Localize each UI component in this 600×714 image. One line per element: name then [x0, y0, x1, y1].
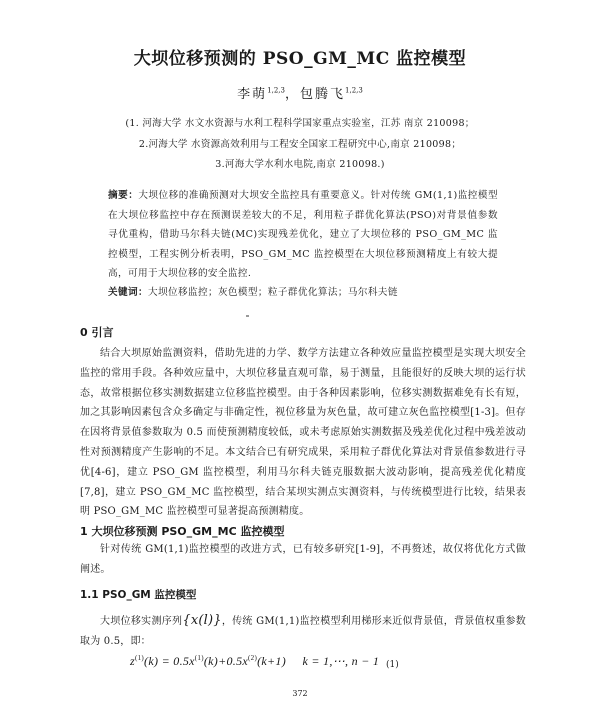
eq-range: k = 1,⋯, n − 1 — [302, 654, 380, 668]
eq-mid-arg: (k)+0.5x — [203, 654, 249, 668]
eq-lhs-sup: (1) — [134, 654, 145, 662]
author-separator: ， — [284, 87, 300, 102]
introduction-paragraph: 结合大坝原始监测资料，借助先进的力学、数学方法建立各种效应量监控模型是实现大坝安全监控的常用手段。各种效应量中，大坝位移量直观可靠，易于测量，且能很好的反映大坝的运行状态，故常根据位移实测数据建立位移监控模型。由于各种因素影响，位移实测数据难免有长有短，加之其影响因素包含众多确定与非确定性，视位移量为灰色量，故可建立灰色监控模型[1-3]。但存在因将背景值参数取为 0.5 而使预测精度较低，或未考虑原始实测数据及残差优化过程中残差波动性对预测精度产生影响的不足。本文结合已有研究成果，采用粒子群优化算法对背景值参数进行寻优[4-6]，建立 PSO_GM 监控模型，利用马尔科夫链克服数据大波动影响，提高残差优化精度[7,8]，建立 PSO_GM_MC 监控模型，结合某坝实测点实测资料，与传统模型进行比较，结果表明 PSO_GM_MC 监控模型可显著提高预测精度。 — [80, 348, 526, 518]
author-1: 李萌 — [237, 87, 268, 102]
section-heading-model: 1 大坝位移预测 PSO_GM_MC 监控模型 — [80, 525, 285, 538]
abstract-text: 大坝位移的准确预测对大坝安全监控具有重要意义。针对传统 GM(1,1)监控模型在大坝位移监控中存在预测误差较大的不足，利用粒子群优化算法(PSO)对背景值参数寻优重构，借助马尔科夫链(MC)实现残差优化，建立了大坝位移的 PSO_GM_MC 监控模型，工程实例分析表明，PSO_GM_MC 监控模型在大坝位移预测精度上有较大提高，可用于大坝位移的安全监控. — [108, 190, 498, 280]
keywords-label: 关键词： — [108, 287, 148, 298]
affiliation-3: 3.河海大学水利水电院,南京 210098.) — [215, 159, 385, 170]
abstract-label: 摘要： — [108, 190, 139, 201]
eq-rhs-sup: (2) — [248, 654, 258, 662]
affiliation-1: (1. 河海大学 水文水资源与水利工程科学国家重点实验室，江苏 南京 210098； — [125, 118, 475, 129]
author-2: 包腾飞 — [300, 87, 346, 102]
paper-title: 大坝位移预测的 PSO_GM_MC 监控模型 — [133, 49, 467, 69]
equation-number: (1) — [386, 660, 399, 670]
subsection-heading-pso-gm: 1.1 PSO_GM 监控模型 — [80, 589, 197, 601]
author-line — [0, 83, 600, 102]
pso-gm-paragraph — [80, 611, 526, 652]
section-heading-introduction: 0 引言 — [80, 326, 114, 339]
pso-gm-text-after: ，传统 GM(1,1)监控模型利用梯形来近似背景值，背景值权重参数取为 0.5，即： — [80, 616, 526, 647]
page-number: 372 — [292, 689, 308, 698]
model-paragraph: 针对传统 GM(1,1)监控模型的改进方式，已有较多研究[1-9]，不再赘述，故仅将优化方式做阐述。 — [80, 544, 526, 575]
keywords-text: 大坝位移监控；灰色模型；粒子群优化算法；马尔科夫链 — [147, 287, 398, 298]
keywords — [108, 284, 498, 298]
sequence-notation: {x(l)} — [182, 613, 222, 628]
author-2-affiliation-marks: 1,2,3 — [345, 86, 363, 95]
scan-mark — [246, 315, 249, 317]
pso-gm-text-before: 大坝位移实测序列 — [100, 616, 183, 627]
abstract — [108, 186, 498, 284]
eq-rhs-arg: (k+1) — [257, 654, 286, 668]
equation-1 — [130, 654, 379, 669]
affiliation-2: 2.河海大学 水资源高效利用与工程安全国家工程研究中心,南京 210098； — [138, 139, 462, 150]
author-1-affiliation-marks: 1,2,3 — [267, 86, 285, 95]
eq-lhs-arg: (k) = 0.5x — [144, 654, 195, 668]
eq-mid-sup: (1) — [194, 654, 204, 662]
eq-lhs-base: z — [130, 654, 135, 668]
